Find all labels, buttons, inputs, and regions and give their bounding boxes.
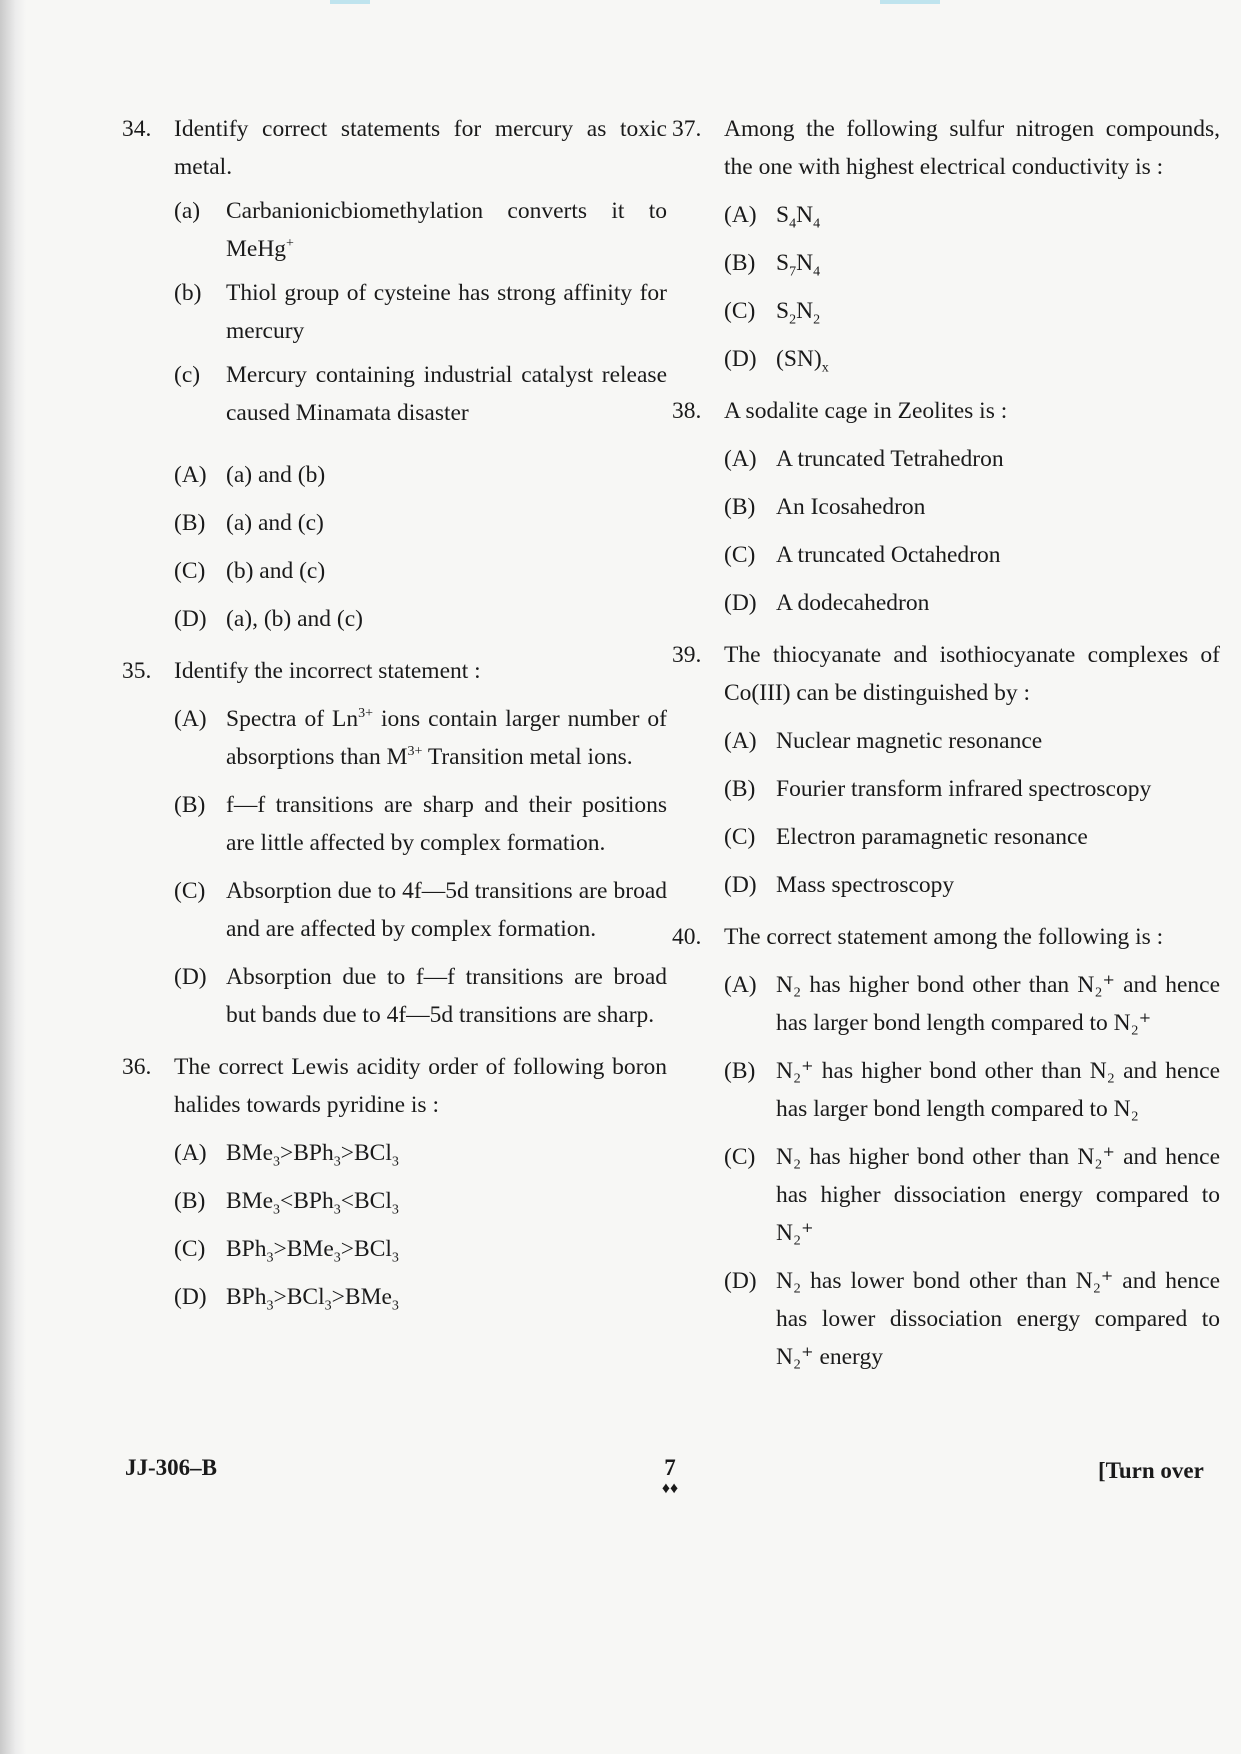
question-number: 35. [122, 658, 152, 684]
option-text: has higher bond other than N₂ and hence has larger bond length compared to N₂ [776, 1058, 1221, 1122]
option-d[interactable] [174, 600, 667, 638]
option-label: (C) [174, 558, 206, 584]
statement-text: Carbanionicbiomethylation converts it to MeHg [226, 198, 667, 262]
option-label: (C) [724, 1144, 756, 1170]
formula-part: BPh [226, 1236, 267, 1262]
option-label: (C) [724, 824, 756, 850]
option-label: (A) [174, 462, 207, 488]
option-text: Absorption due to 4f—5d transitions are broad and are affected by complex formation. [226, 878, 667, 942]
option-c[interactable] [174, 1230, 667, 1268]
option-c[interactable] [724, 1138, 1220, 1252]
option-label: (B) [724, 250, 756, 276]
diamond-icon: ♦♦ [661, 1480, 679, 1497]
question-37 [672, 110, 1220, 378]
formula-part: >BPh [280, 1140, 334, 1166]
subscript: 3 [391, 1154, 399, 1170]
question-35 [122, 652, 667, 1034]
option-c[interactable] [174, 552, 667, 590]
formula-part: <BCl [340, 1188, 392, 1214]
option-text: (a), (b) and (c) [226, 606, 363, 632]
option-c[interactable] [174, 872, 667, 948]
statement-label: (b) [174, 280, 202, 306]
formula-part: <BPh [280, 1188, 334, 1214]
option-d[interactable] [724, 584, 1220, 622]
question-39 [672, 636, 1220, 904]
formula-part: >BMe [273, 1236, 334, 1262]
option-label: (A) [174, 1140, 207, 1166]
formula-part: >BCl [340, 1140, 392, 1166]
option-label: (C) [724, 298, 756, 324]
option-d[interactable] [724, 866, 1220, 904]
option-b[interactable] [724, 1052, 1220, 1128]
formula-part: >BCl [273, 1284, 325, 1310]
option-label: (D) [174, 964, 207, 990]
formula-part: (SN) [776, 346, 822, 372]
option-label: (D) [724, 1268, 757, 1294]
option-label: (B) [174, 792, 206, 818]
subscript: 4 [813, 264, 821, 280]
question-number: 40. [672, 924, 702, 950]
formula-part: BPh [226, 1284, 267, 1310]
option-text: An Icosahedron [776, 494, 926, 520]
question-text: Identify the incorrect statement : [174, 658, 481, 684]
option-c[interactable] [724, 292, 1220, 330]
option-text: has higher bond other than N₂⁺ and hence has higher dissociation energy compared to N₂⁺ [776, 1144, 1220, 1246]
option-label: (D) [174, 1284, 207, 1310]
question-text: Among the following sulfur nitrogen compounds, the one with highest electrical conductivity is : [724, 116, 1220, 180]
question-40 [672, 918, 1220, 1376]
formula-part: N [796, 250, 814, 276]
option-label: (B) [724, 1058, 756, 1084]
option-text: Nuclear magnetic resonance [776, 728, 1043, 754]
option-text: A truncated Octahedron [776, 542, 1001, 568]
formula-part: N₂⁺ [776, 1058, 814, 1084]
formula-part: BMe [226, 1188, 273, 1214]
formula-part: >BMe [331, 1284, 392, 1310]
subscript: 3 [324, 1298, 332, 1314]
formula-part: N [796, 298, 814, 324]
option-a[interactable] [174, 1134, 667, 1172]
subscript: 3 [391, 1202, 399, 1218]
option-text: has lower bond other than N₂⁺ and hence has lower dissociation energy compared to N₂⁺ energy [776, 1268, 1220, 1370]
option-label: (D) [724, 872, 757, 898]
subscript: 3 [273, 1154, 280, 1170]
option-text: (a) and (b) [226, 462, 326, 488]
option-text: Absorption due to f—f transitions are broad but bands due to 4f—5d transitions are sharp. [226, 964, 667, 1028]
formula-part: BMe [226, 1140, 273, 1166]
option-label: (D) [724, 590, 757, 616]
subscript: 3 [273, 1202, 280, 1218]
option-text: Fourier transform infrared spectroscopy [776, 776, 1152, 802]
option-label: (C) [174, 1236, 206, 1262]
option-text: Transition metal ions. [422, 744, 633, 770]
option-label: (B) [174, 510, 206, 536]
page-number: 7 [664, 1455, 676, 1480]
option-d[interactable] [724, 1262, 1220, 1376]
option-label: (B) [724, 494, 756, 520]
formula-part: S [776, 298, 790, 324]
formula-part: S [776, 250, 790, 276]
statement-text: Mercury containing industrial catalyst release caused Minamata disaster [226, 362, 667, 426]
question-text: The correct Lewis acidity order of following boron halides towards pyridine is : [174, 1054, 667, 1118]
option-label: (C) [174, 878, 206, 904]
option-label: (C) [724, 542, 756, 568]
option-b[interactable] [724, 488, 1220, 526]
subscript: x [821, 360, 829, 376]
subscript: 4 [789, 216, 797, 232]
option-b[interactable] [174, 786, 667, 862]
option-a[interactable] [724, 440, 1220, 478]
question-38 [672, 392, 1220, 622]
formula-part: N₂ [776, 972, 802, 998]
option-text: Mass spectroscopy [776, 872, 955, 898]
option-a[interactable] [724, 966, 1220, 1042]
right-column [672, 110, 1220, 1390]
option-text: has higher bond other than N₂⁺ and hence has larger bond length compared to N₂⁺ [776, 972, 1220, 1036]
option-label: (A) [724, 202, 757, 228]
statement-label: (a) [174, 198, 201, 224]
question-text: The thiocyanate and isothiocyanate complexes of Co(III) can be distinguished by : [724, 642, 1220, 706]
option-text: (b) and (c) [226, 558, 326, 584]
option-c[interactable] [724, 536, 1220, 574]
paper-code: JJ-306–B [125, 1455, 217, 1480]
option-b[interactable] [724, 244, 1220, 282]
option-a[interactable] [724, 722, 1220, 760]
turn-over-label: [Turn over [1098, 1458, 1204, 1483]
page-edge-shadow [0, 0, 26, 1754]
subscript: 4 [813, 216, 821, 232]
question-text: The correct statement among the following is : [724, 924, 1164, 950]
formula-part: N₂ [776, 1144, 802, 1170]
option-a[interactable] [724, 196, 1220, 234]
formula-part: S [776, 202, 790, 228]
option-label: (A) [724, 972, 757, 998]
option-label: (D) [724, 346, 757, 372]
question-36 [122, 1048, 667, 1316]
question-number: 34. [122, 116, 152, 142]
superscript: 3+ [407, 744, 423, 760]
option-text: f—f transitions are sharp and their positions are little affected by complex formation. [226, 792, 667, 856]
scan-mark [880, 0, 940, 4]
superscript: + [286, 236, 294, 252]
option-a[interactable] [174, 700, 667, 776]
option-label: (A) [724, 446, 757, 472]
option-d[interactable] [174, 1278, 667, 1316]
option-label: (D) [174, 606, 207, 632]
option-b[interactable] [724, 770, 1220, 808]
subscript: 3 [266, 1298, 274, 1314]
option-b[interactable] [174, 1182, 667, 1220]
option-label: (B) [724, 776, 756, 802]
statement-b [174, 274, 667, 350]
subscript: 3 [333, 1250, 341, 1266]
statement-a [174, 192, 667, 268]
subscript: 3 [391, 1250, 399, 1266]
option-label: (B) [174, 1188, 206, 1214]
statement-c [174, 356, 667, 432]
formula-part: >BCl [340, 1236, 392, 1262]
option-text: Electron paramagnetic resonance [776, 824, 1088, 850]
subscript: 3 [333, 1202, 341, 1218]
subscript: 2 [813, 312, 821, 328]
question-number: 38. [672, 398, 702, 424]
option-text: Spectra of Ln [226, 706, 359, 732]
option-label: (A) [724, 728, 757, 754]
formula-part: N [796, 202, 814, 228]
question-text: A sodalite cage in Zeolites is : [724, 398, 1008, 424]
left-column [122, 110, 667, 1330]
question-number: 37. [672, 116, 702, 142]
question-34 [122, 110, 667, 638]
statement-text: Thiol group of cysteine has strong affinity for mercury [226, 280, 667, 344]
subscript: 2 [789, 312, 797, 328]
subscript: 3 [266, 1250, 274, 1266]
option-text: A truncated Tetrahedron [776, 446, 1004, 472]
formula-part: N₂ [776, 1268, 802, 1294]
subscript: 3 [333, 1154, 341, 1170]
statement-label: (c) [174, 362, 201, 388]
question-number: 39. [672, 642, 702, 668]
option-a[interactable] [174, 456, 667, 494]
option-text: (a) and (c) [226, 510, 324, 536]
option-text: ions contain larger number of absorptions than M [226, 706, 667, 770]
option-c[interactable] [724, 818, 1220, 856]
subscript: 3 [391, 1298, 399, 1314]
superscript: 3+ [358, 706, 374, 722]
option-text: A dodecahedron [776, 590, 930, 616]
subscript: 7 [789, 264, 797, 280]
question-number: 36. [122, 1054, 152, 1080]
option-d[interactable] [174, 958, 667, 1034]
option-d[interactable] [724, 340, 1220, 378]
option-label: (A) [174, 706, 207, 732]
scan-mark [330, 0, 370, 4]
question-text: Identify correct statements for mercury as toxic metal. [174, 116, 667, 180]
option-b[interactable] [174, 504, 667, 542]
